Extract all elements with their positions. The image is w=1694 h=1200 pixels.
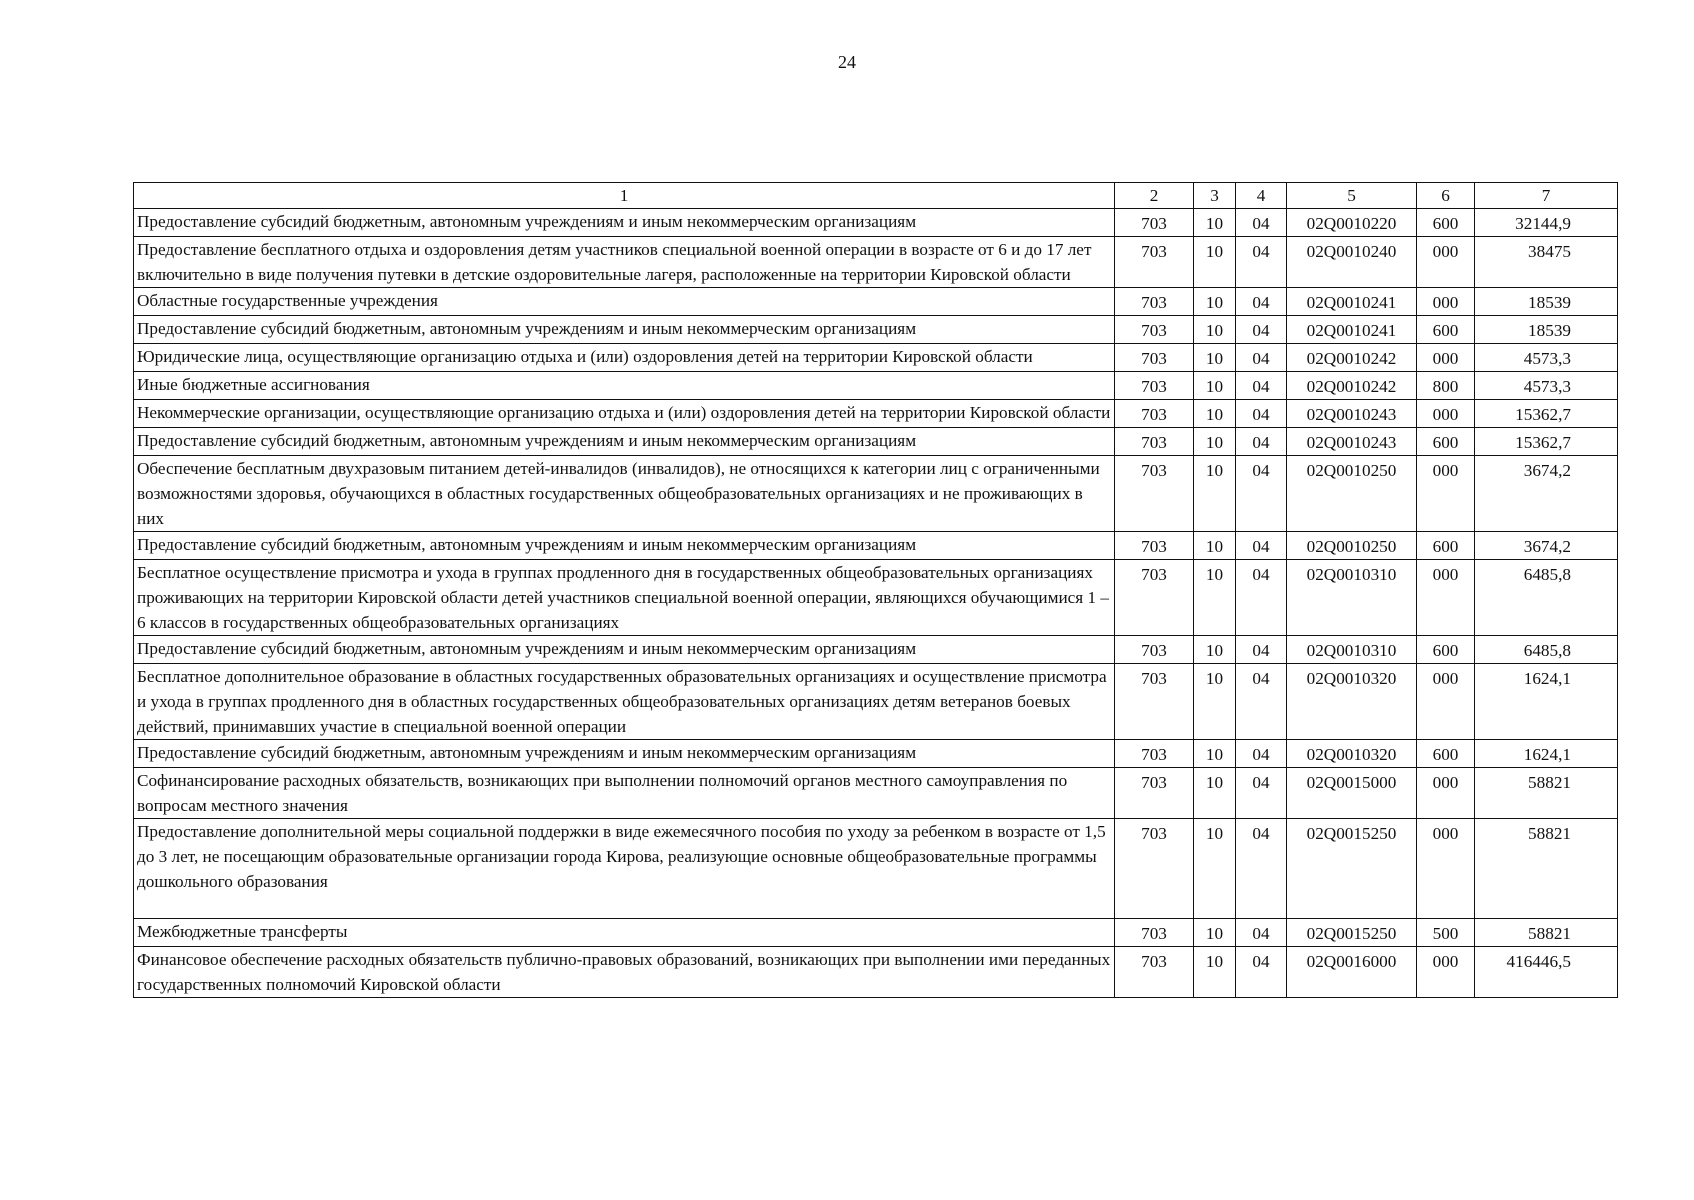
row-target-article-cell: 02Q0010320: [1287, 740, 1417, 768]
row-amount-cell: 58821: [1475, 768, 1618, 819]
row-amount-cell: 32144,9: [1475, 209, 1618, 237]
table-row: [134, 819, 1618, 919]
table-row: [134, 288, 1618, 316]
row-name-cell: Некоммерческие организации, осуществляющие организацию отдыха и (или) оздоровления детей на территории Кировской области: [134, 400, 1115, 428]
row-target-article-cell: 02Q0010310: [1287, 560, 1417, 636]
row-code-4-cell: 04: [1236, 560, 1287, 636]
row-code-4-cell: 04: [1236, 768, 1287, 819]
table-row: [134, 316, 1618, 344]
column-header-1: 1: [134, 183, 1115, 209]
row-code-4-cell: 04: [1236, 400, 1287, 428]
row-name-cell: Межбюджетные трансферты: [134, 919, 1115, 947]
row-code-2-cell: 703: [1115, 344, 1194, 372]
row-expense-type-cell: 000: [1417, 237, 1475, 288]
table-row: [134, 947, 1618, 998]
row-code-2-cell: 703: [1115, 209, 1194, 237]
row-name-cell: Бесплатное осуществление присмотра и ухода в группах продленного дня в государственных общеобразовательных организациях проживающих на территории Кировской области детей участников специальной военной операции, являющихся обучающимися 1 – 6 классов в государственных общеобразовательных организациях: [134, 560, 1115, 636]
row-code-4-cell: 04: [1236, 664, 1287, 740]
row-target-article-cell: 02Q0010243: [1287, 400, 1417, 428]
column-header-6: 6: [1417, 183, 1475, 209]
row-amount-cell: 15362,7: [1475, 428, 1618, 456]
row-amount-cell: 6485,8: [1475, 560, 1618, 636]
table-row: [134, 372, 1618, 400]
row-code-3-cell: 10: [1194, 209, 1236, 237]
row-code-4-cell: 04: [1236, 456, 1287, 532]
row-amount-cell: 3674,2: [1475, 456, 1618, 532]
row-code-2-cell: 703: [1115, 740, 1194, 768]
row-expense-type-cell: 000: [1417, 947, 1475, 998]
row-code-4-cell: 04: [1236, 237, 1287, 288]
row-code-3-cell: 10: [1194, 237, 1236, 288]
table-row: [134, 237, 1618, 288]
row-amount-cell: 18539: [1475, 316, 1618, 344]
row-code-2-cell: 703: [1115, 316, 1194, 344]
row-amount-cell: 18539: [1475, 288, 1618, 316]
table-row: [134, 664, 1618, 740]
row-target-article-cell: 02Q0010243: [1287, 428, 1417, 456]
row-code-2-cell: 703: [1115, 400, 1194, 428]
table-row: [134, 428, 1618, 456]
row-amount-cell: 4573,3: [1475, 344, 1618, 372]
row-expense-type-cell: 000: [1417, 344, 1475, 372]
row-target-article-cell: 02Q0010242: [1287, 344, 1417, 372]
row-code-4-cell: 04: [1236, 636, 1287, 664]
row-name-cell: Предоставление субсидий бюджетным, автономным учреждениям и иным некоммерческим организациям: [134, 740, 1115, 768]
row-name-cell: Предоставление бесплатного отдыха и оздоровления детям участников специальной военной операции в возрасте от 6 и до 17 лет включительно в виде получения путевки в детские оздоровительные лагеря, расположенные на территории Кировской области: [134, 237, 1115, 288]
row-code-3-cell: 10: [1194, 768, 1236, 819]
row-code-3-cell: 10: [1194, 316, 1236, 344]
row-code-3-cell: 10: [1194, 636, 1236, 664]
row-amount-cell: 1624,1: [1475, 740, 1618, 768]
row-amount-cell: 58821: [1475, 819, 1618, 919]
table-body: [134, 209, 1618, 998]
row-target-article-cell: 02Q0010242: [1287, 372, 1417, 400]
row-amount-cell: 4573,3: [1475, 372, 1618, 400]
row-name-cell: Бесплатное дополнительное образование в областных государственных образовательных организациях и осуществление присмотра и ухода в группах продленного дня в областных государственных общеобразовательных организациях детям ветеранов боевых действий, принимавших участие в специальной военной операции: [134, 664, 1115, 740]
row-code-4-cell: 04: [1236, 819, 1287, 919]
row-amount-cell: 58821: [1475, 919, 1618, 947]
row-code-3-cell: 10: [1194, 456, 1236, 532]
table-row: [134, 456, 1618, 532]
row-expense-type-cell: 000: [1417, 400, 1475, 428]
table-row: [134, 344, 1618, 372]
row-code-3-cell: 10: [1194, 428, 1236, 456]
row-name-cell: Обеспечение бесплатным двухразовым питанием детей-инвалидов (инвалидов), не относящихся к категории лиц с ограниченными возможностями здоровья, обучающихся в областных государственных общеобразовательных организациях и не проживающих в них: [134, 456, 1115, 532]
row-target-article-cell: 02Q0010220: [1287, 209, 1417, 237]
row-name-cell: Софинансирование расходных обязательств, возникающих при выполнении полномочий органов местного самоуправления по вопросам местного значения: [134, 768, 1115, 819]
row-code-2-cell: 703: [1115, 560, 1194, 636]
row-code-4-cell: 04: [1236, 428, 1287, 456]
row-code-2-cell: 703: [1115, 819, 1194, 919]
row-code-2-cell: 703: [1115, 532, 1194, 560]
row-expense-type-cell: 000: [1417, 560, 1475, 636]
row-expense-type-cell: 000: [1417, 456, 1475, 532]
row-target-article-cell: 02Q0010250: [1287, 456, 1417, 532]
row-expense-type-cell: 600: [1417, 740, 1475, 768]
row-expense-type-cell: 800: [1417, 372, 1475, 400]
row-expense-type-cell: 600: [1417, 636, 1475, 664]
row-name-cell: Областные государственные учреждения: [134, 288, 1115, 316]
row-name-cell: Предоставление дополнительной меры социальной поддержки в виде ежемесячного пособия по уходу за ребенком в возрасте от 1,5 до 3 лет, не посещающим образовательные организации города Кирова, реализующие основные общеобразовательные программы дошкольного образования: [134, 819, 1115, 919]
row-code-3-cell: 10: [1194, 947, 1236, 998]
row-code-2-cell: 703: [1115, 664, 1194, 740]
row-name-cell: Юридические лица, осуществляющие организацию отдыха и (или) оздоровления детей на территории Кировской области: [134, 344, 1115, 372]
row-code-4-cell: 04: [1236, 288, 1287, 316]
row-code-2-cell: 703: [1115, 237, 1194, 288]
table-row: [134, 209, 1618, 237]
row-code-2-cell: 703: [1115, 456, 1194, 532]
row-code-4-cell: 04: [1236, 740, 1287, 768]
row-name-cell: Иные бюджетные ассигнования: [134, 372, 1115, 400]
table-row: [134, 919, 1618, 947]
table-row: [134, 740, 1618, 768]
row-amount-cell: 6485,8: [1475, 636, 1618, 664]
row-code-2-cell: 703: [1115, 428, 1194, 456]
row-expense-type-cell: 000: [1417, 768, 1475, 819]
row-target-article-cell: 02Q0010241: [1287, 288, 1417, 316]
row-code-3-cell: 10: [1194, 372, 1236, 400]
row-target-article-cell: 02Q0010250: [1287, 532, 1417, 560]
row-target-article-cell: 02Q0015250: [1287, 819, 1417, 919]
row-target-article-cell: 02Q0015000: [1287, 768, 1417, 819]
row-code-3-cell: 10: [1194, 288, 1236, 316]
row-target-article-cell: 02Q0010310: [1287, 636, 1417, 664]
row-code-3-cell: 10: [1194, 400, 1236, 428]
row-name-cell: Предоставление субсидий бюджетным, автономным учреждениям и иным некоммерческим организациям: [134, 636, 1115, 664]
row-name-cell: Предоставление субсидий бюджетным, автономным учреждениям и иным некоммерческим организациям: [134, 428, 1115, 456]
row-expense-type-cell: 600: [1417, 428, 1475, 456]
row-expense-type-cell: 600: [1417, 532, 1475, 560]
row-expense-type-cell: 600: [1417, 209, 1475, 237]
row-code-4-cell: 04: [1236, 372, 1287, 400]
row-code-3-cell: 10: [1194, 740, 1236, 768]
column-header-4: 4: [1236, 183, 1287, 209]
row-expense-type-cell: 000: [1417, 288, 1475, 316]
row-name-cell: Предоставление субсидий бюджетным, автономным учреждениям и иным некоммерческим организациям: [134, 532, 1115, 560]
row-amount-cell: 15362,7: [1475, 400, 1618, 428]
row-amount-cell: 3674,2: [1475, 532, 1618, 560]
table-row: [134, 400, 1618, 428]
row-code-3-cell: 10: [1194, 560, 1236, 636]
row-code-2-cell: 703: [1115, 947, 1194, 998]
row-expense-type-cell: 600: [1417, 316, 1475, 344]
row-code-3-cell: 10: [1194, 919, 1236, 947]
row-name-cell: Предоставление субсидий бюджетным, автономным учреждениям и иным некоммерческим организациям: [134, 209, 1115, 237]
row-code-2-cell: 703: [1115, 636, 1194, 664]
row-code-4-cell: 04: [1236, 532, 1287, 560]
column-header-2: 2: [1115, 183, 1194, 209]
budget-table: [133, 182, 1618, 998]
row-code-2-cell: 703: [1115, 372, 1194, 400]
row-code-4-cell: 04: [1236, 919, 1287, 947]
column-header-5: 5: [1287, 183, 1417, 209]
row-amount-cell: 1624,1: [1475, 664, 1618, 740]
row-target-article-cell: 02Q0015250: [1287, 919, 1417, 947]
row-expense-type-cell: 000: [1417, 819, 1475, 919]
row-code-3-cell: 10: [1194, 532, 1236, 560]
table-row: [134, 768, 1618, 819]
row-code-2-cell: 703: [1115, 768, 1194, 819]
row-target-article-cell: 02Q0010320: [1287, 664, 1417, 740]
page-number: 24: [838, 52, 856, 72]
row-amount-cell: 416446,5: [1475, 947, 1618, 998]
row-code-4-cell: 04: [1236, 947, 1287, 998]
row-code-3-cell: 10: [1194, 344, 1236, 372]
row-code-4-cell: 04: [1236, 316, 1287, 344]
row-target-article-cell: 02Q0016000: [1287, 947, 1417, 998]
row-target-article-cell: 02Q0010240: [1287, 237, 1417, 288]
row-code-4-cell: 04: [1236, 209, 1287, 237]
row-expense-type-cell: 000: [1417, 664, 1475, 740]
row-code-3-cell: 10: [1194, 664, 1236, 740]
row-code-3-cell: 10: [1194, 819, 1236, 919]
header-row: [134, 183, 1618, 209]
row-name-cell: Финансовое обеспечение расходных обязательств публично-правовых образований, возникающих при выполнении ими переданных государственных полномочий Кировской области: [134, 947, 1115, 998]
table-row: [134, 560, 1618, 636]
row-code-4-cell: 04: [1236, 344, 1287, 372]
column-header-7: 7: [1475, 183, 1618, 209]
row-name-cell: Предоставление субсидий бюджетным, автономным учреждениям и иным некоммерческим организациям: [134, 316, 1115, 344]
table-row: [134, 532, 1618, 560]
row-code-2-cell: 703: [1115, 288, 1194, 316]
row-amount-cell: 38475: [1475, 237, 1618, 288]
row-code-2-cell: 703: [1115, 919, 1194, 947]
table-row: [134, 636, 1618, 664]
column-header-3: 3: [1194, 183, 1236, 209]
row-target-article-cell: 02Q0010241: [1287, 316, 1417, 344]
row-expense-type-cell: 500: [1417, 919, 1475, 947]
